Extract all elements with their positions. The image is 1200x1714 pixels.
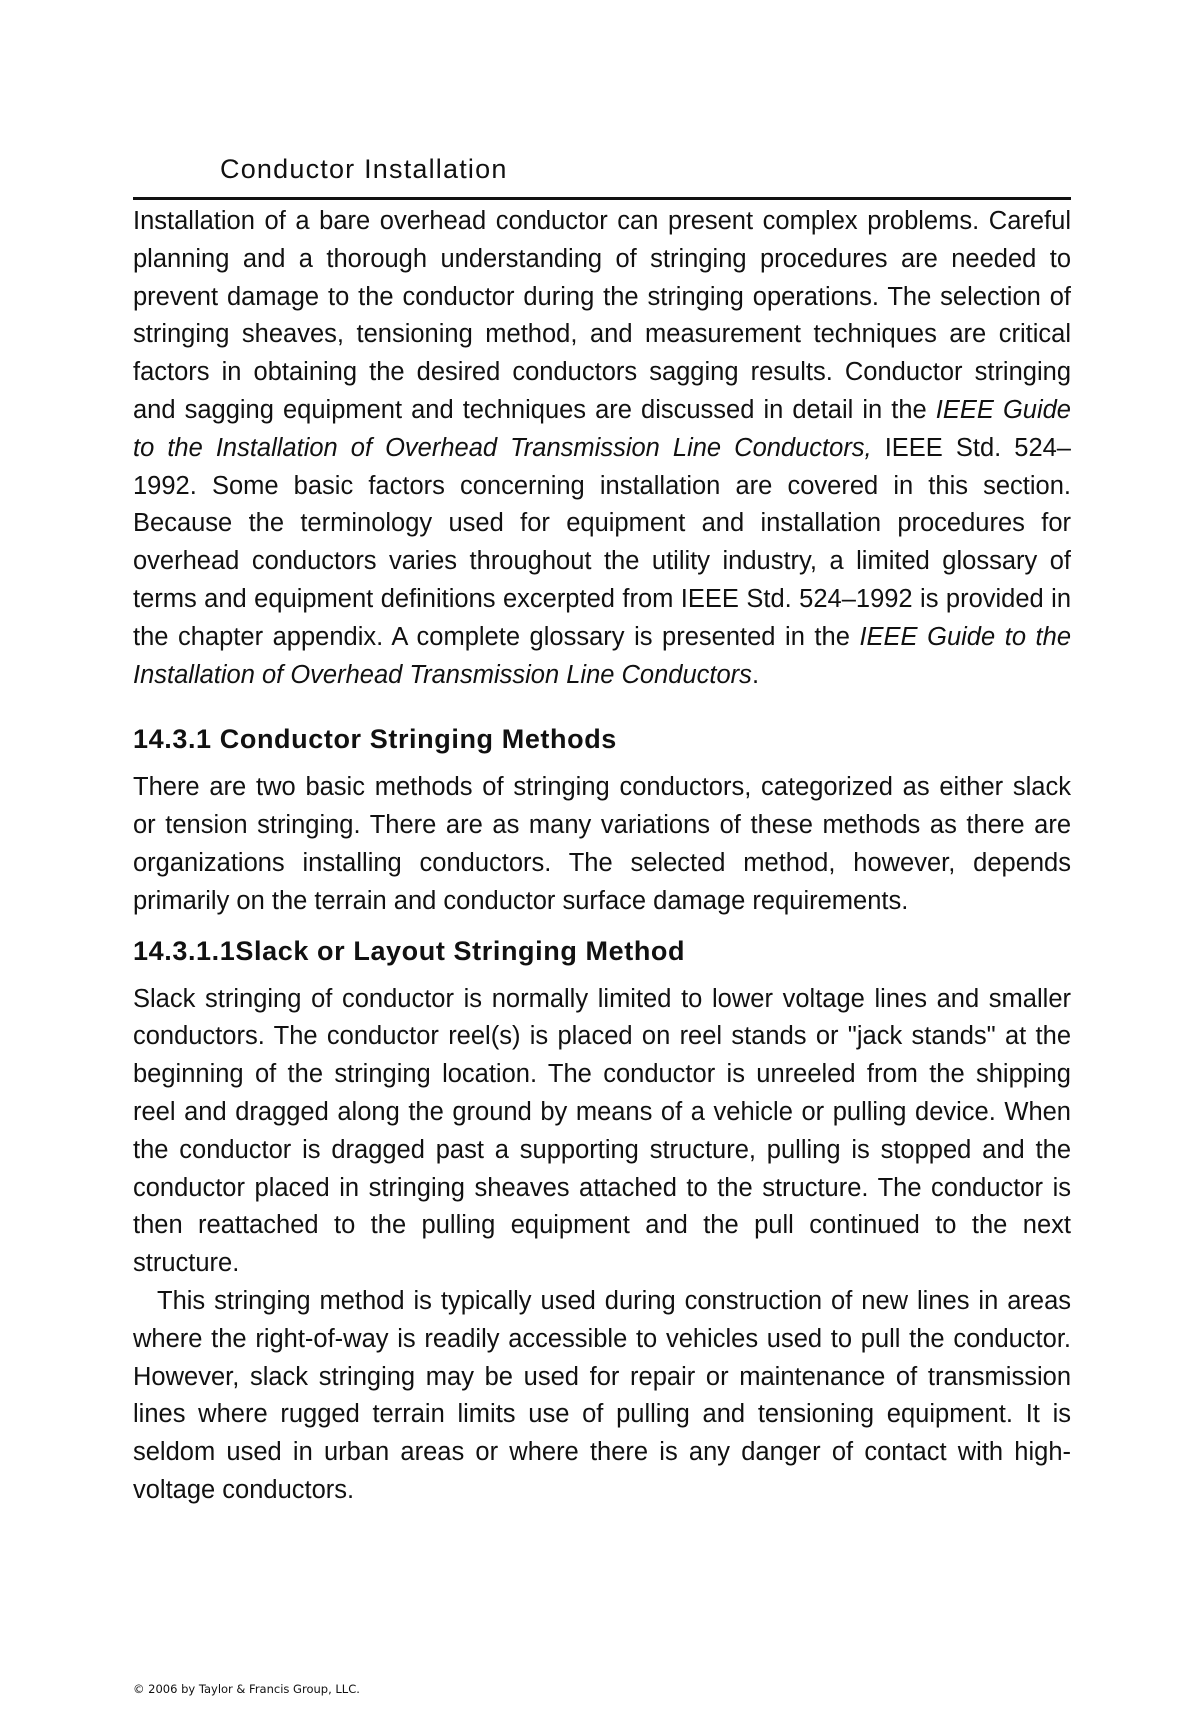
intro-text-part-1: Installation of a bare overhead conductor can present complex problems. Careful planning and a thorough understanding of stringing procedures are needed to prevent damage to the conductor during the stringing operations. The selection of stringing sheaves, tensioning method, and measurement techniques are critical factors in obtaining the desired conductors sagging results. Conductor stringing and sagging equipment and techniques are discussed in detail in the	[133, 207, 1071, 424]
slack-stringing-paragraph-2: This stringing method is typically used during construction of new lines in areas where the right-of-way is readily accessible to vehicles used to pull the conductor. However, slack stringing may be used for repair or maintenance of transmission lines where rugged terrain limits use of pulling and tensioning equipment. It is seldom used in urban areas or where there is any danger of contact with high-voltage conductors.	[133, 1286, 1071, 1504]
subsection-heading-slack-stringing: 14.3.1.1Slack or Layout Stringing Method	[133, 935, 686, 966]
intro-paragraph	[133, 203, 1071, 694]
copyright-footer: © 2006 by Taylor & Francis Group, LLC.	[133, 1682, 360, 1696]
slack-stringing-paragraph-1: Slack stringing of conductor is normally limited to lower voltage lines and smaller conductors. The conductor reel(s) is placed on reel stands or "jack stands" at the beginning of the stringing location. The conductor is unreeled from the shipping reel and dragged along the ground by means of a vehicle or pulling device. When the conductor is dragged past a supporting structure, pulling is stopped and the conductor placed in stringing sheaves attached to the structure. The conductor is then reattached to the pulling equipment and the pull continued to the next structure.	[133, 984, 1071, 1278]
stringing-methods-paragraph: There are two basic methods of stringing conductors, categorized as either slack or tension stringing. There are as many variations of these methods as there are organizations installing conductors. The selected method, however, depends primarily on the terrain and conductor surface damage requirements.	[133, 773, 1071, 915]
header-rule	[133, 197, 1071, 200]
intro-text-part-2: IEEE Std. 524–1992. Some basic factors concerning installation are covered in this section. Because the terminology used for equipment and installation procedures for overhead conductors varies throughout the utility industry, a limited glossary of terms and equipment definitions excerpted from IEEE Std. 524–1992 is provided in the chapter appendix. A complete glossary is presented in the	[133, 433, 1071, 651]
ieee-guide-citation: IEEE Guide to the Installation of Overhead Transmission Line Conductors,	[133, 395, 1071, 462]
section-heading-stringing-methods: 14.3.1 Conductor Stringing Methods	[133, 724, 617, 755]
body-text-column	[133, 203, 1071, 1510]
intro-text-part-3: .	[751, 660, 760, 689]
ieee-guide-citation-2: IEEE Guide to the Installation of Overhead Transmission Line Conductors	[133, 622, 1072, 689]
running-head-title: Conductor Installation	[220, 154, 508, 184]
